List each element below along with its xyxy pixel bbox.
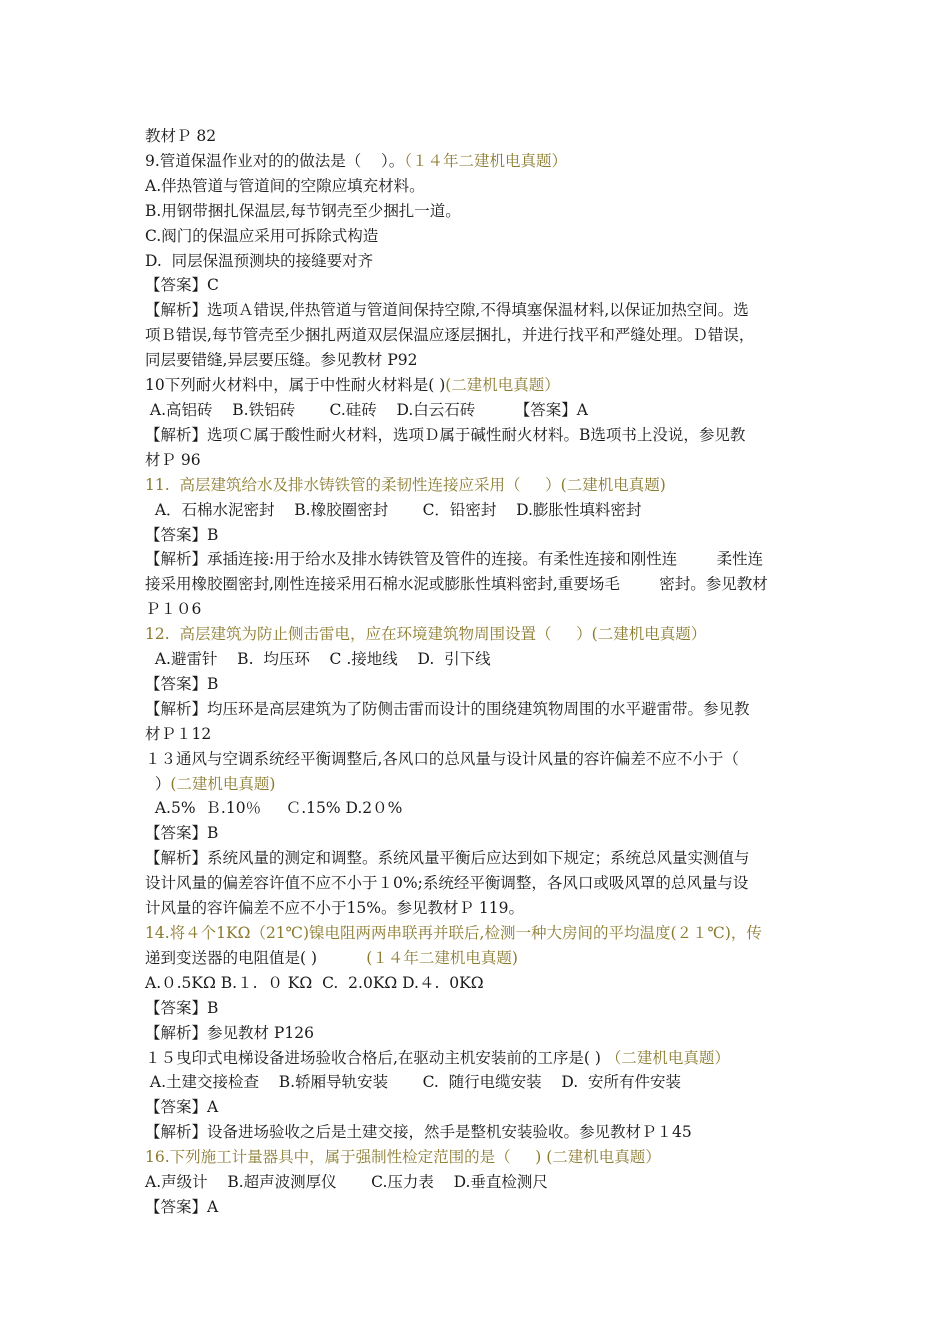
answer-line: 【答案】A <box>145 1197 219 1216</box>
option-line: A．石棉水泥密封 B.橡胶圈密封 C．铅密封 D.膨胀性填料密封 <box>145 500 642 519</box>
question-10: 10下列耐火材料中，属于中性耐火材料是( )(二建机电真题） <box>145 376 560 395</box>
question-13-cont: ）(二建机电真题) <box>145 774 276 793</box>
analysis-line: 【解析】选项Ｃ属于酸性耐火材料，选项Ｄ属于碱性耐火材料。B选项书上没说，参见教 <box>145 425 746 444</box>
question-text: 16.下列施工计量器具中，属于强制性检定范围的是（ ) (二建机电真题） <box>145 1148 661 1167</box>
analysis-line: 材Ｐ 96 <box>145 450 201 469</box>
option-line: A.高铝砖 B.铁铝砖 C.硅砖 D.白云石砖 【答案】A <box>145 400 588 419</box>
option-line: D. 同层保温预测块的接缝要对齐 <box>145 251 374 270</box>
analysis-line: 接采用橡胶圈密封,刚性连接采用石棉水泥或膨胀性填料密封,重要场毛 密封。参见教材 <box>145 575 768 594</box>
answer-line: 【答案】B <box>145 998 219 1017</box>
analysis-line: 材Ｐ１12 <box>145 724 212 743</box>
option-line: A.土建交接检查 B.轿厢导轨安装 C. 随行电缆安装 D. 安所有件安装 <box>145 1073 682 1092</box>
answer-line: 【答案】B <box>145 525 219 544</box>
analysis-line: 计风量的容许偏差不应不小于15%。参见教材Ｐ 119。 <box>145 899 524 918</box>
question-14 <box>145 921 811 946</box>
question-16 <box>145 1145 811 1170</box>
analysis-line: 【解析】均压环是高层建筑为了防侧击雷而设计的围绕建筑物周围的水平避雷带。参见教 <box>145 699 750 718</box>
source-tag: （二建机电真题） <box>605 1048 730 1067</box>
question-12 <box>145 622 811 647</box>
analysis-line: 【解析】选项Ａ错误,伴热管道与管道间保持空隙,不得填塞保温材料,以保证加热空间。选 <box>145 301 749 320</box>
option-line: C.阀门的保温应采用可拆除式构造 <box>145 226 379 245</box>
option-line: B.用钢带捆扎保温层,每节钢壳至少捆扎一道。 <box>145 201 461 220</box>
option-line: A.5% Ｂ.10％ Ｃ.15% D.2０% <box>145 799 403 818</box>
question-15: １５曳印式电梯设备进场验收合格后,在驱动主机安装前的工序是( ) （二建机电真题） <box>145 1048 730 1067</box>
analysis-line: 【解析】参见教材 P126 <box>145 1023 314 1042</box>
analysis-line: 设计风量的偏差容许值不应不小于１0%;系统经平衡调整，各风口或吸风罩的总风量与设 <box>145 874 749 893</box>
analysis-line: 【解析】承插连接:用于给水及排水铸铁管及管件的连接。有柔性连接和刚性连 柔性连 <box>145 550 764 569</box>
source-tag: （１４年二建机电真题） <box>404 151 568 170</box>
answer-line: 【答案】C <box>145 276 219 295</box>
analysis-line: 同层要错缝,异层要压缝。参见教材 P92 <box>145 351 418 370</box>
source-tag: 11. 高层建筑给水及排水铸铁管的柔韧性连接应采用（ ）(二建机电真题) <box>145 475 666 494</box>
source-tag: 12. 高层建筑为防止侧击雷电，应在环境建筑物周围设置（ ）(二建机电真题） <box>145 625 707 644</box>
analysis-line: 【解析】设备进场验收之后是土建交接，然手是整机安装验收。参见教材Ｐ１45 <box>145 1123 692 1142</box>
question-11 <box>145 473 811 498</box>
text-line: 教材Ｐ 82 <box>145 127 217 145</box>
document-page <box>145 124 811 1220</box>
option-line: A.伴热管道与管道间的空隙应填充材料。 <box>145 176 425 195</box>
option-line: A.声级计 B.超声波测厚仪 C.压力表 D.垂直检测尺 <box>145 1173 548 1192</box>
question-13: １３通风与空调系统经平衡调整后,各风口的总风量与设计风量的容许偏差不应不小于（ <box>145 749 739 768</box>
answer-line: 【答案】B <box>145 674 219 693</box>
option-line: A.避雷针 B. 均压环 C .接地线 D. 引下线 <box>145 650 491 669</box>
answer-line: 【答案】B <box>145 824 219 843</box>
question-14-cont: 递到变送器的电阻值是( ) (１４年二建机电真题) <box>145 948 518 967</box>
analysis-line: 项Ｂ错误,每节管壳至少捆扎两道双层保温应逐层捆扎，并进行找平和严缝处理。Ｄ错误， <box>145 326 755 345</box>
analysis-line: Ｐ１０6 <box>145 600 202 619</box>
question-9: 9.管道保温作业对的的做法是（ ）。（１４年二建机电真题） <box>145 151 568 170</box>
option-line: A.０.5KΩ B.１. ０ KΩ C. 2.0KΩ D.４. 0KΩ <box>145 973 484 992</box>
source-tag: (１４年二建机电真题) <box>366 948 518 967</box>
answer-line: 【答案】A <box>145 1098 219 1117</box>
question-text: 14.将４个1KΩ（21℃)镍电阻两两串联再并联后,检测一种大房间的平均温度(２１℃)，传 <box>145 924 762 942</box>
source-tag: (二建机电真题） <box>445 376 560 395</box>
source-tag: (二建机电真题) <box>170 774 276 793</box>
analysis-line: 【解析】系统风量的测定和调整。系统风量平衡后应达到如下规定；系统总风量实测值与 <box>145 849 750 868</box>
